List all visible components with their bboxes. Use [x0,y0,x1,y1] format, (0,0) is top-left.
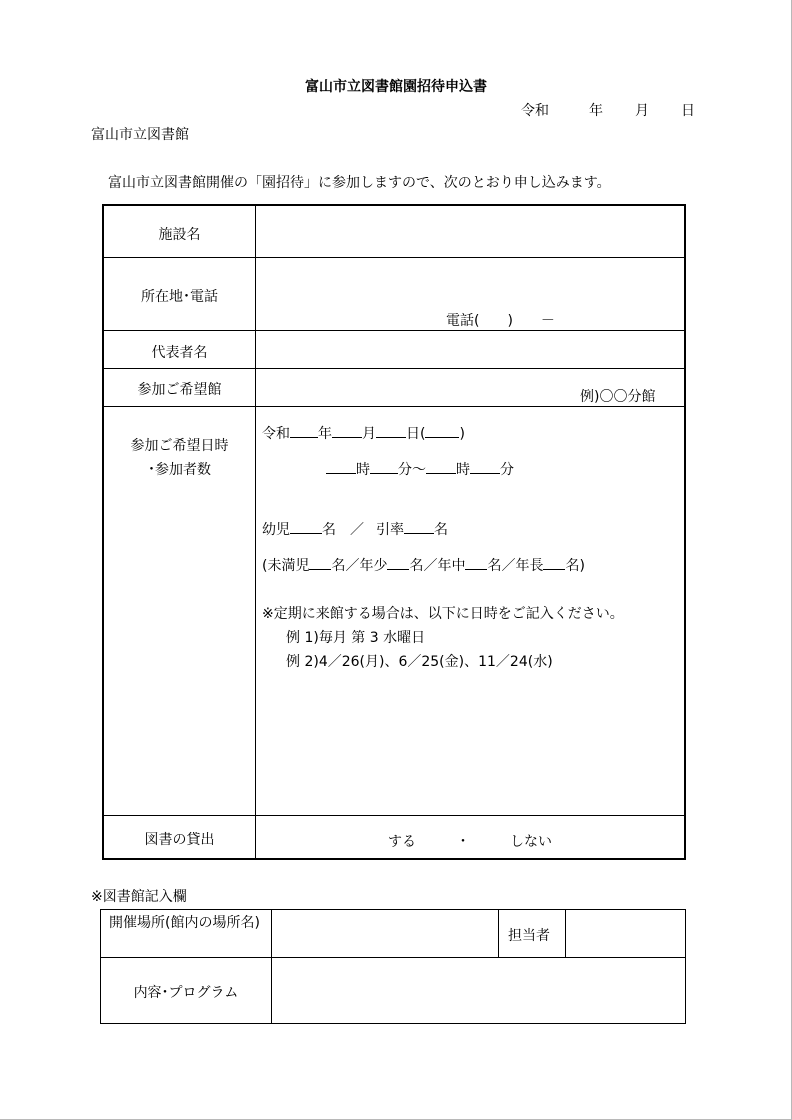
end-hour-blank[interactable] [426,459,456,474]
library-section-title: ※図書館記入欄 [91,889,187,905]
under3-blank[interactable] [309,555,331,570]
staff-field[interactable] [566,910,685,957]
address-phone-label: 所在地･電話 [141,289,218,305]
branch-example: 例)〇〇分館 [580,389,656,405]
representative-field[interactable] [256,331,684,368]
age5-blank[interactable] [543,555,565,570]
facility-name-label: 施設名 [158,227,201,243]
lending-separator: ・ [456,834,470,850]
start-minute-blank[interactable] [370,459,398,474]
example-1: 例 1)毎月 第 3 水曜日 [286,630,426,646]
column-divider [498,910,499,957]
venue-label: 開催場所(館内の場所名) [109,915,260,931]
form-title: 富山市立図書館園招待申込書 [305,79,487,95]
program-field[interactable] [272,958,685,1023]
month-blank[interactable] [332,423,362,438]
date-line [521,100,695,120]
library-use-table [100,909,686,1024]
preferred-date-line: 令和 年 月 日( ) [262,423,465,443]
row-divider [104,815,684,816]
datetime-label-line1: 参加ご希望日時 [130,438,229,454]
age-breakdown-line: (未満児 名／年少 名／年中 名／年長 名) [262,555,585,575]
participant-count-line: 幼児 名 ／ 引率 名 [262,519,448,539]
application-form-table [102,204,686,860]
date-year: 年 [589,103,603,119]
row-divider [104,406,684,407]
lending-yes-option[interactable]: する [388,834,416,850]
end-minute-blank[interactable] [470,459,500,474]
representative-label: 代表者名 [151,345,208,361]
example-2: 例 2)4／26(月)、6／25(金)、11／24(水) [286,654,553,670]
staff-label: 担当者 [508,928,550,944]
branch-label: 参加ご希望館 [137,382,222,398]
teacher-count-blank[interactable] [404,519,434,534]
facility-name-field[interactable] [256,206,684,257]
date-era: 令和 [521,103,549,119]
phone-text: 電話( ) － [446,313,555,329]
age3-blank[interactable] [387,555,409,570]
day-blank[interactable] [376,423,406,438]
infant-count-blank[interactable] [290,519,322,534]
start-hour-blank[interactable] [326,459,356,474]
addressee: 富山市立図書館 [91,127,189,143]
lending-no-option[interactable]: しない [510,834,552,850]
year-blank[interactable] [290,423,318,438]
program-label: 内容･プログラム [133,985,239,1001]
datetime-label-line2: ･参加者数 [148,462,211,478]
regular-visit-note: ※定期に来館する場合は、以下に日時をご記入ください。 [262,606,624,622]
weekday-blank[interactable] [425,423,459,438]
venue-field[interactable] [272,910,498,957]
date-month: 月 [635,103,649,119]
age4-blank[interactable] [465,555,487,570]
preferred-time-line: 時 分～ 時 分 [326,459,514,479]
intro-text: 富山市立図書館開催の「園招待」に参加しますので、次のとおり申し込みます。 [108,175,611,191]
date-day: 日 [681,103,695,119]
book-lending-label: 図書の貸出 [144,832,215,848]
